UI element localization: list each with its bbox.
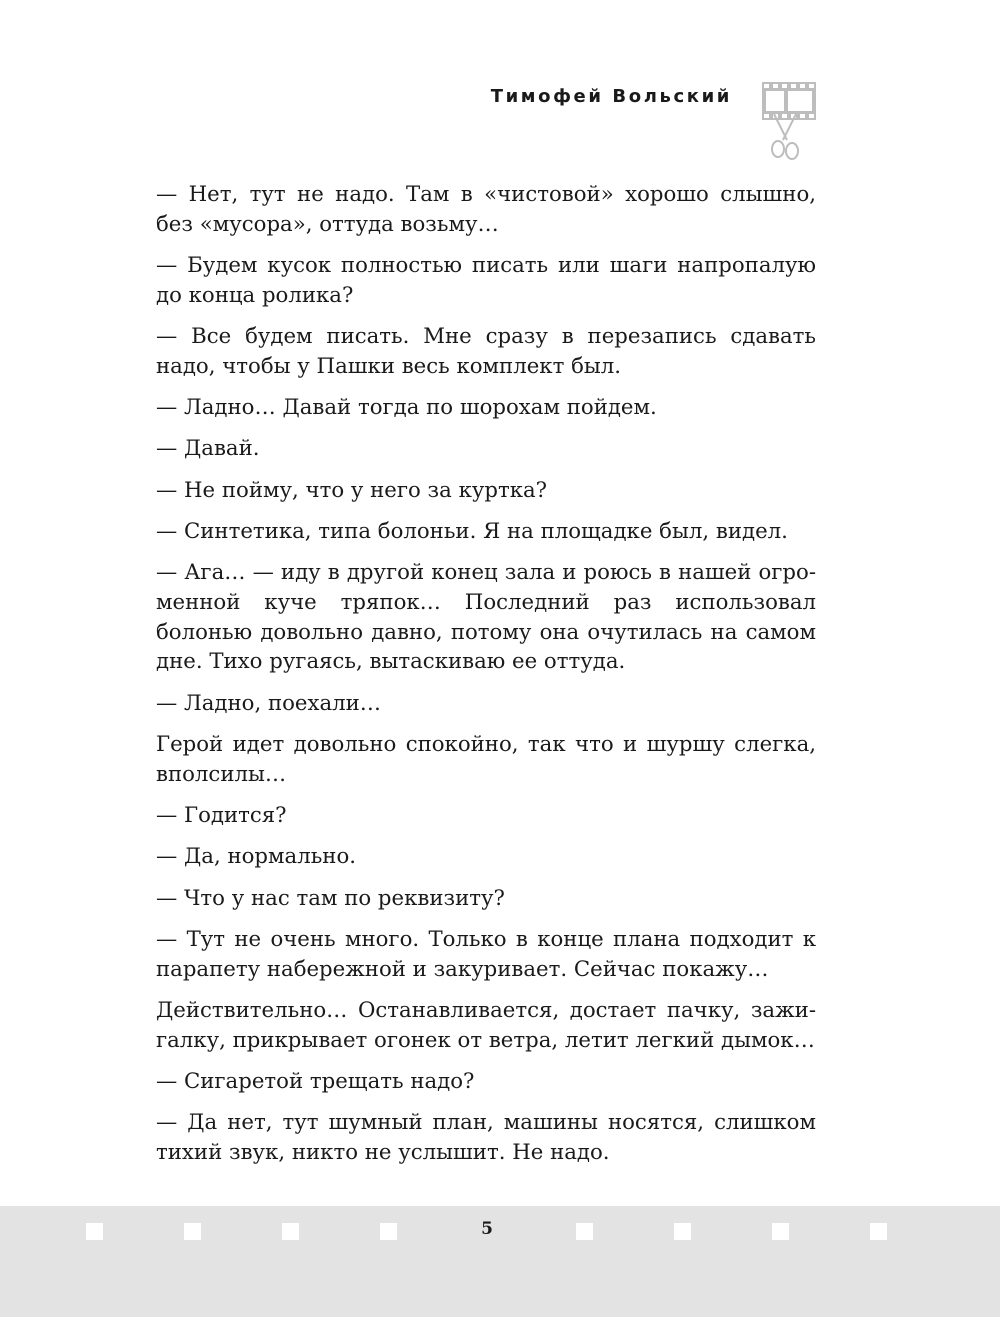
body-text xyxy=(156,180,816,1179)
paragraph: Герой идет довольно спокойно, так что и шуршу слегка, вполсилы… xyxy=(156,732,816,787)
film-strip xyxy=(762,82,816,120)
footer-square xyxy=(184,1223,201,1240)
footer-square xyxy=(772,1223,789,1240)
paragraph: — Ладно, поехали… xyxy=(156,690,382,716)
paragraph: — Сигаретой трещать надо? xyxy=(156,1069,475,1095)
scissors xyxy=(772,114,798,159)
paragraph: — Будем кусок полностью писать или шаги напропалую до конца ролика? xyxy=(156,253,816,308)
paragraph: — Нет, тут не надо. Там в «чистовой» хорошо слышно, без «мусора», оттуда возьму… xyxy=(156,182,816,237)
paragraph: — Да, нормально. xyxy=(156,844,356,870)
paragraph: — Годится? xyxy=(156,803,287,829)
paragraph: — Тут не очень много. Только в конце плана подходит к парапету набережной и закуривает. Сейчас покажу… xyxy=(156,927,816,982)
page-number: 5 xyxy=(481,1219,493,1239)
footer-square xyxy=(380,1223,397,1240)
paragraph: — Ага… — иду в другой конец зала и роюсь в нашей огроменной куче тряпок… Последний раз использовал болонью довольно давно, потому она очутилась на самом дне. Тихо ругаясь, вытаскиваю ее оттуда. xyxy=(156,560,816,675)
paragraph: Действительно… Останавливается, достает пачку, зажигалку, прикрывает огонек от ветра, летит легкий дымок… xyxy=(156,998,816,1053)
paragraph: — Не пойму, что у него за куртка? xyxy=(156,477,548,503)
footer-square xyxy=(576,1223,593,1240)
footer-square xyxy=(282,1223,299,1240)
paragraph: — Что у нас там по реквизиту? xyxy=(156,885,505,911)
running-header-author: Тимофей Вольский xyxy=(490,86,732,107)
footer-square xyxy=(86,1223,103,1240)
footer-square xyxy=(870,1223,887,1240)
footer-square xyxy=(674,1223,691,1240)
paragraph: — Ладно… Давай тогда по шорохам пойдем. xyxy=(156,395,657,420)
paragraph: — Синтетика, типа болоньи. Я на площадке был, видел. xyxy=(156,519,788,545)
footer-band xyxy=(0,1206,1000,1317)
paragraph: — Давай. xyxy=(156,436,260,462)
paragraph: — Все будем писать. Мне сразу в перезапись сдавать надо, чтобы у Пашки весь комплект был. xyxy=(156,324,816,379)
paragraph: — Да нет, тут шумный план, машины носятся, слишком тихий звук, никто не услышит. Не надо. xyxy=(156,1110,816,1166)
film-strip-scissors-icon xyxy=(752,78,818,164)
